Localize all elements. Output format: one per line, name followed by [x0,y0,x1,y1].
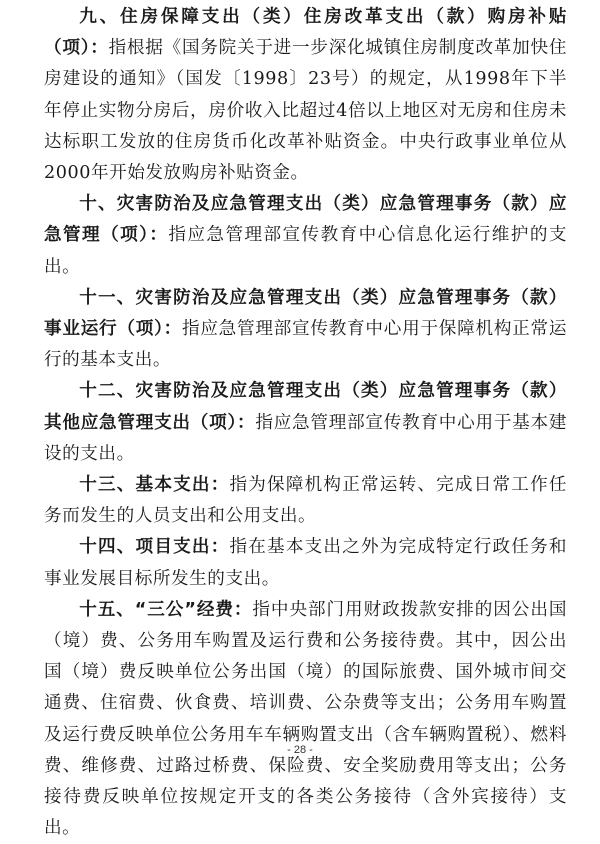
definition-term: 十四、项目支出： [79,537,230,558]
definition-paragraph-11 [44,283,567,377]
definition-term: 九、住房保障支出（类）住房改革支出（款）购房补贴（项）： [44,7,567,59]
definition-text: 指根据《国务院关于进一步深化城镇住房制度改革加快住房建设的通知》（国发〔1998〕23号）的规定，从1998年下半年停止实物分房后，房价收入比超过4倍以上地区对无房和住房未达标职工发放的住房货币化改革补贴资金。中央行政事业单位从2000年开始发放购房补贴资金。 [44,38,567,184]
definition-term: 十一、灾害防治及应急管理支出（类）应急管理事务（款）事业运行（项）： [44,287,567,340]
definition-paragraph-15 [44,595,567,844]
definition-text: 指在基本支出之外为完成特定行政任务和事业发展目标所发生的支出。 [44,537,567,589]
definition-paragraph-9 [44,2,567,189]
definition-term: 十三、基本支出： [79,475,230,496]
definition-text: 指应急管理部宣传教育中心信息化运行维护的支出。 [44,225,567,277]
document-body [44,2,567,844]
definition-text: 指中央部门用财政拨款安排的因公出国（境）费、公务用车购置及运行费和公务接待费。其中，因公出国（境）费反映单位公务出国（境）的国际旅费、国外城市间交通费、住宿费、伙食费、培训费、公杂费等支出；公务用车购置及运行费反映单位公务用车车辆购置支出（含车辆购置税）、燃料费、维修费、过路过桥费、保险费、安全奖励费用等支出；公务接待费反映单位按规定开支的各类公务接待（含外宾接待）支出。 [44,599,567,839]
definition-text: 指应急管理部宣传教育中心用于基本建设的支出。 [44,412,567,464]
definition-paragraph-10 [44,189,567,283]
definition-term: 十、灾害防治及应急管理支出（类）应急管理事务（款）应急管理（项）： [44,194,567,246]
definition-paragraph-14 [44,532,567,594]
definition-term: 十二、灾害防治及应急管理支出（类）应急管理事务（款）其他应急管理支出（项）： [44,381,567,433]
definition-text: 指为保障机构正常运转、完成日常工作任务而发生的人员支出和公用支出。 [44,475,567,527]
page-number: - 28 - [287,744,313,756]
definition-term: 十五、“三公”经费： [79,599,253,620]
definition-paragraph-12 [44,376,567,470]
definition-text: 指应急管理部宣传教育中心用于保障机构正常运行的基本支出。 [44,319,567,371]
definition-paragraph-13 [44,470,567,532]
